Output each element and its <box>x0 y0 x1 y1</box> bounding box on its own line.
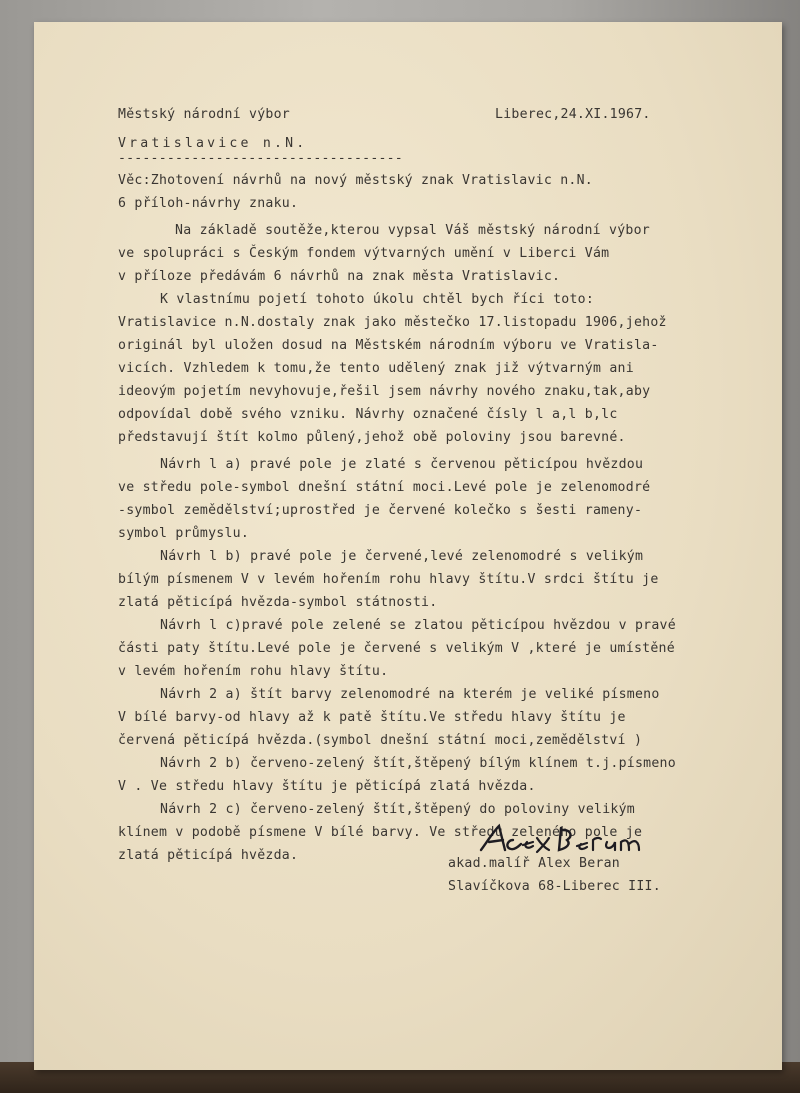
body-line: Návrh 2 a) štít barvy zelenomodré na kterém je veliké písmeno <box>160 687 660 702</box>
body-line: K vlastnímu pojetí tohoto úkolu chtěl bych říci toto: <box>160 292 595 307</box>
body-line: Návrh 2 c) červeno-zelený štít,štěpený do poloviny velikým <box>160 802 635 817</box>
recipient-underline: ----------------------------------- <box>118 151 403 166</box>
body-line: klínem v podobě písmene V bílé barvy. Ve středu zeleného pole je <box>118 825 643 840</box>
signer-address: Slavíčkova 68-Liberec III. <box>448 879 661 894</box>
body-line: vicích. Vzhledem k tomu,že tento udělený znak již výtvarným ani <box>118 361 634 376</box>
body-line: V bílé barvy-od hlavy až k patě štítu.Ve středu hlavy štítu je <box>118 710 626 725</box>
body-line: Návrh 2 b) červeno-zelený štít,štěpený bílým klínem t.j.písmeno <box>160 756 676 771</box>
body-line: ve středu pole-symbol dnešní státní moci.Levé pole je zelenomodré <box>118 480 651 495</box>
body-line: originál byl uložen dosud na Městském národním výboru ve Vratisla- <box>118 338 659 353</box>
body-line: ideovým pojetím nevyhovuje,řešil jsem návrhy nového znaku,tak,aby <box>118 384 651 399</box>
sender-heading: Městský národní výbor <box>118 107 290 122</box>
body-line: červená pěticípá hvězda.(symbol dnešní státní moci,zemědělství ) <box>118 733 643 748</box>
handwritten-signature <box>477 822 647 856</box>
body-line: části paty štítu.Levé pole je červené s velikým V ,které je umístěné <box>118 641 675 656</box>
body-line: ve spolupráci s Českým fondem výtvarných umění v Liberci Vám <box>118 246 610 261</box>
body-line: zlatá pěticípá hvězda-symbol státnosti. <box>118 595 438 610</box>
body-line: symbol průmyslu. <box>118 526 250 541</box>
body-line: Na základě soutěže,kterou vypsal Váš městský národní výbor <box>175 223 650 238</box>
body-line: představují štít kolmo půlený,jehož obě poloviny jsou barevné. <box>118 430 626 445</box>
body-line: odpovídal době svého vzniku. Návrhy označené čísly l a,l b,lc <box>118 407 618 422</box>
body-line: V . Ve středu hlavy štítu je pěticípá zlatá hvězda. <box>118 779 536 794</box>
body-line: Návrh l b) pravé pole je červené,levé zelenomodré s velikým <box>160 549 644 564</box>
subject-line: Věc:Zhotovení návrhů na nový městský znak Vratislavic n.N. <box>118 173 593 188</box>
body-line: v příloze předávám 6 návrhů na znak města Vratislavic. <box>118 269 561 284</box>
subject-attachments: 6 příloh-návrhy znaku. <box>118 196 299 211</box>
body-line: bílým písmenem V v levém hořením rohu hlavy štítu.V srdci štítu je <box>118 572 659 587</box>
body-line: v levém hořením rohu hlavy štítu. <box>118 664 389 679</box>
signer-title: akad.malíř Alex Beran <box>448 856 620 871</box>
recipient: Vratislavice n.N. <box>118 136 308 151</box>
body-line: Návrh l c)pravé pole zelené se zlatou pěticípou hvězdou v pravé <box>160 618 676 633</box>
body-line: Návrh l a) pravé pole je zlaté s červenou pěticípou hvězdou <box>160 457 644 472</box>
body-line: zlatá pěticípá hvězda. <box>118 848 299 863</box>
body-line: -symbol zemědělství;uprostřed je červené kolečko s šesti rameny- <box>118 503 643 518</box>
place-date: Liberec,24.XI.1967. <box>495 107 651 122</box>
body-line: Vratislavice n.N.dostaly znak jako městečko 17.listopadu 1906,jehož <box>118 315 667 330</box>
